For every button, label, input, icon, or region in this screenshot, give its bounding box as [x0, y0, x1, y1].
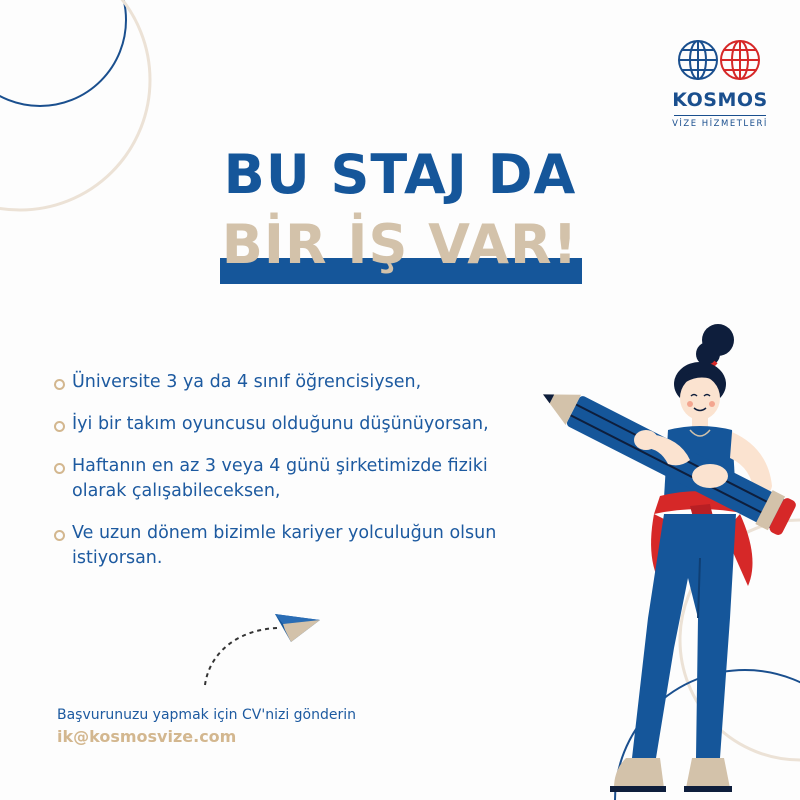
list-item-text: Haftanın en az 3 veya 4 günü şirketimizde fiziki olarak çalışabileceksen,	[72, 456, 488, 501]
headline-line-1: BU STAJ DA	[223, 143, 577, 206]
headline-line-2: BİR İŞ VAR!	[221, 213, 579, 276]
woman-holding-pencil-illustration	[540, 318, 800, 800]
top-left-blue-ring	[0, 0, 126, 106]
list-item-text: İyi bir takım oyuncusu olduğunu düşünüyorsan,	[72, 414, 489, 434]
list-item	[52, 454, 542, 504]
list-item	[52, 521, 542, 571]
bullet-circle-icon	[54, 421, 65, 432]
requirements-list	[52, 370, 592, 588]
email-link[interactable]: ik@kosmosvize.com	[57, 727, 237, 746]
brand-tagline: VİZE HİZMETLERİ	[672, 119, 768, 129]
kosmos-logo	[665, 38, 775, 129]
bullet-circle-icon	[54, 463, 65, 474]
globe-icon	[674, 38, 766, 82]
bullet-circle-icon	[54, 530, 65, 541]
list-item	[52, 412, 592, 437]
list-item-text: Üniversite 3 ya da 4 sınıf öğrencisiysen,	[72, 372, 422, 392]
bullet-circle-icon	[54, 379, 65, 390]
brand-name: KOSMOS	[672, 89, 768, 111]
paper-plane-icon	[195, 600, 325, 690]
cta-text: Başvurunuzu yapmak için CV'nizi gönderin	[57, 707, 357, 723]
list-item	[52, 370, 592, 395]
logo-divider	[674, 115, 766, 116]
list-item-text: Ve uzun dönem bizimle kariyer yolculuğun olsun istiyorsan.	[72, 523, 497, 568]
